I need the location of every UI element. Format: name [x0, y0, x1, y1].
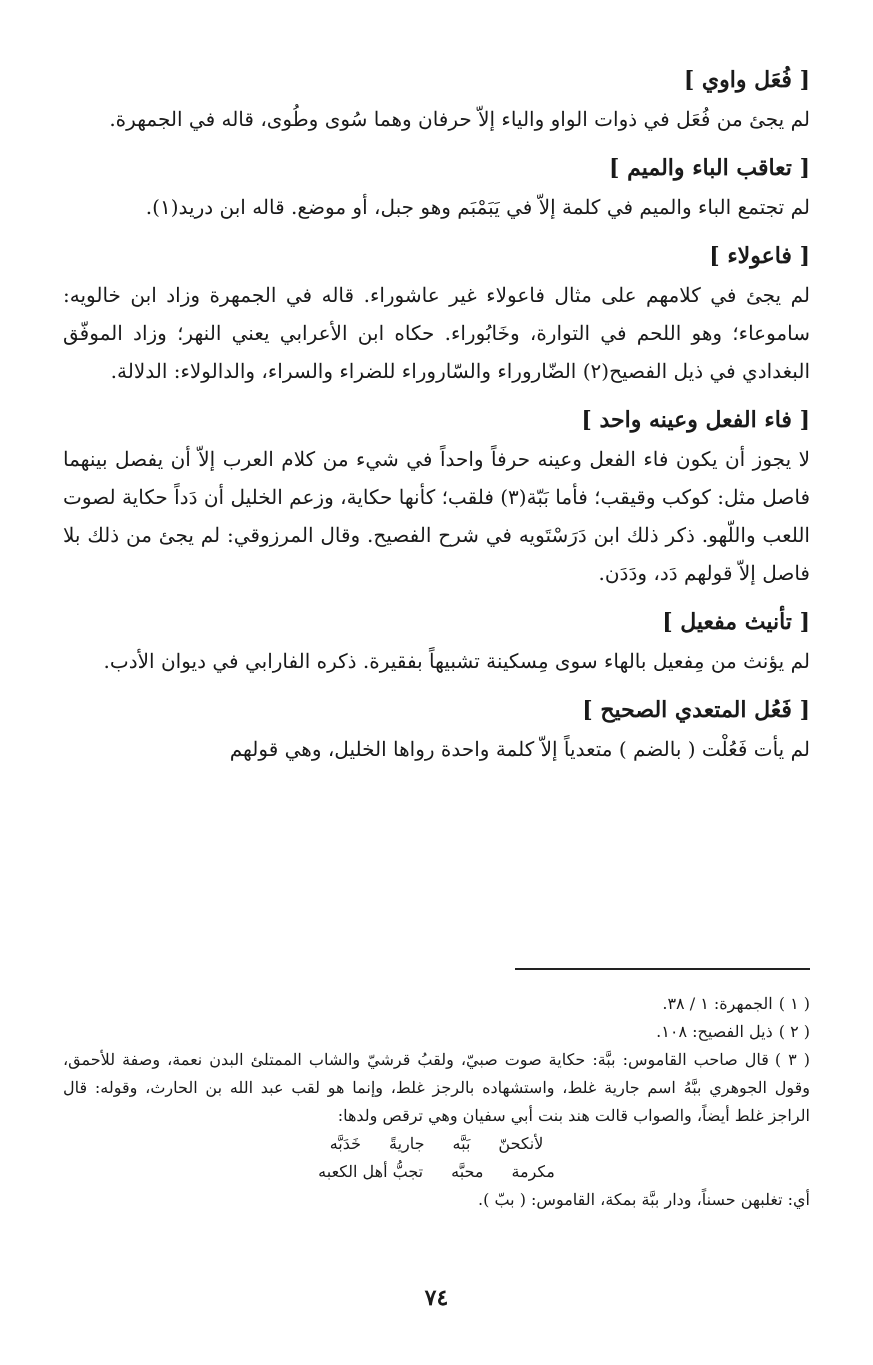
- poem-verses: [63, 1130, 810, 1186]
- section-fual-wawi: [63, 60, 810, 138]
- poem-word: تجبُّ أهل الكعبه: [318, 1162, 424, 1181]
- poem-word: لأنكحنّ: [498, 1134, 544, 1153]
- footnote-continuation: أي: تغلبهن حسناً، ودار ببَّة بمكة، القاموس: ( ببّ ).: [478, 1190, 810, 1209]
- footnote-text: الجمهرة: ١ / ٣٨.: [662, 994, 773, 1013]
- section-heading: [ فاعولاء ]: [709, 243, 810, 269]
- poem-word: جاريةً: [389, 1134, 425, 1153]
- footnote-text: ذيل الفصيح: ١٠٨.: [656, 1022, 773, 1041]
- section-body: لم يجئ من فُعَل في ذوات الواو والياء إلاّ حرفان وهما سُوى وطُوى، قاله في الجمهرة.: [109, 107, 810, 131]
- section-taaqub: [63, 148, 810, 226]
- section-fa-alfil: [63, 400, 810, 592]
- section-heading: [ فاء الفعل وعينه واحد ]: [581, 407, 810, 433]
- poem-line: [63, 1158, 810, 1186]
- section-body: لم يجئ في كلامهم على مثال فاعولاء غير عاشوراء. قاله في الجمهرة وزاد ابن خالويه: ساموعاء؛ وهو اللحم في التوارة، وخَابُوراء. حكاه ابن الأعرابي يعني النهر؛ وزاد الموفّق البغدادي في ذيل الفصيح(٢) الضّاروراء والسّاروراء للضراء والسراء، والدالولاء: الدلالة.: [63, 283, 810, 383]
- poem-word: محبَّه: [451, 1162, 484, 1181]
- section-body: لا يجوز أن يكون فاء الفعل وعينه حرفاً واحداً في شيء من كلام العرب إلاّ أن يفصل بينهما فاصل مثل: كوكب وقيقب؛ فأما بَبّة(٣) فلقب؛ كأنها حكاية، وزعم الخليل أن دَداً حكاية لصوت اللعب واللّهو. ذكر ذلك ابن دَرَسْتَويه في شرح الفصيح. وقال المرزوقي: لم يجئ من ذلك بلا فاصل إلاّ قولهم دَد، ودَدَن.: [63, 447, 811, 585]
- section-heading: [ تعاقب الباء والميم ]: [609, 155, 810, 181]
- section-tanith: [63, 602, 810, 680]
- footnotes: [63, 990, 810, 1214]
- section-heading: [ تأنيث مفعيل ]: [662, 609, 810, 635]
- section-heading: [ فُعَل واوي ]: [683, 67, 810, 93]
- poem-word: خَدَبَّه: [329, 1134, 362, 1153]
- poem-word: بَبَّه: [452, 1134, 471, 1153]
- poem-line: [63, 1130, 810, 1158]
- footnote-text: قال صاحب القاموس: ببَّة: حكاية صوت صبيّ، ولقبُ قرشيّ والشاب الممتلئ البدن نعمة، وصفة للأحمق، وقول الجوهري ببَّهُ اسم جارية غلط، واستشهاده بالرجز غلط، وإنما هو لقب عبد الله بن الحارث، وقوله: قال الراجز غلط أيضاً، والصواب قالت هند بنت أبي سفيان وهي ترقص ولدها:: [63, 1050, 811, 1125]
- poem-word: مكرمة: [511, 1162, 555, 1181]
- section-body: لم تجتمع الباء والميم في كلمة إلاّ في يَبَمْبَم وهو جبل، أو موضع. قاله ابن دريد(١).: [145, 195, 810, 219]
- footnote-item: [63, 1018, 810, 1046]
- section-body: لم يأت فَعُلْت ( بالضم ) متعدياً إلاّ كلمة واحدة رواها الخليل، وهي قولهم: [229, 737, 810, 761]
- footnote-number: ( ٣ ): [774, 1050, 811, 1069]
- section-heading: [ فَعُل المتعدي الصحيح ]: [582, 697, 810, 723]
- section-body: لم يؤنث من مِفعيل بالهاء سوى مِسكينة تشبيهاً بفقيرة. ذكره الفارابي في ديوان الأدب.: [103, 649, 810, 673]
- section-fual-mutaaddi: [63, 690, 810, 768]
- footnote-item: [63, 990, 810, 1018]
- footnote-number: ( ٢ ): [778, 1022, 810, 1041]
- page-number: ٧٤: [424, 1285, 449, 1311]
- footnote-separator: [515, 968, 810, 970]
- footnote-item: [63, 1046, 810, 1130]
- section-faulaa: [63, 236, 810, 390]
- footnote-number: ( ١ ): [778, 994, 810, 1013]
